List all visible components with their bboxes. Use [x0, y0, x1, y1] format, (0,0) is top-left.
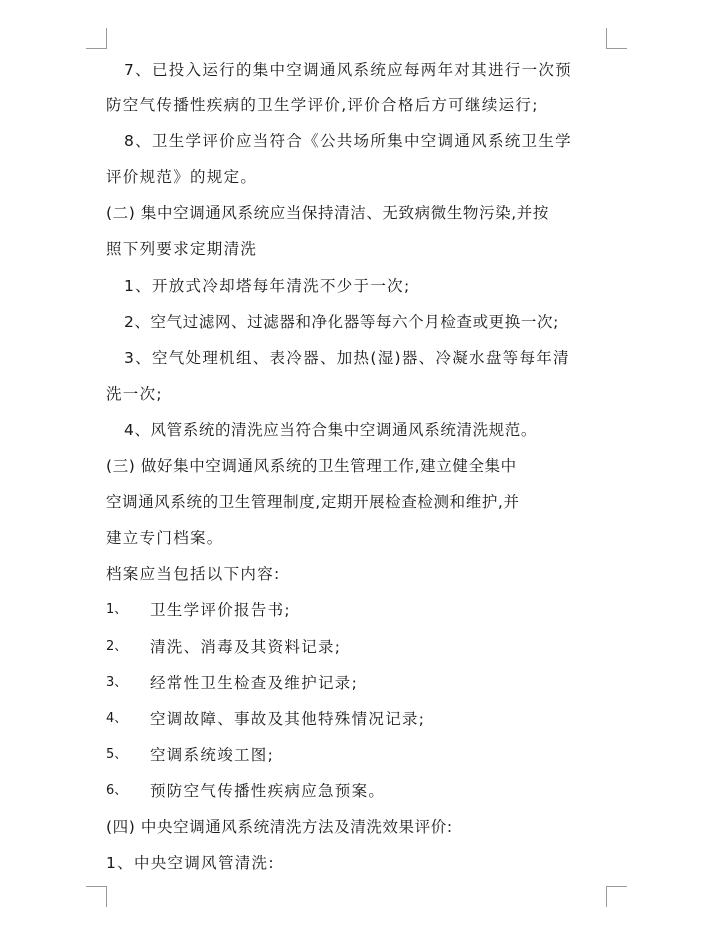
list-item-number: 1、 [106, 602, 128, 617]
paragraph-line: 建立专门档案。 [106, 529, 224, 547]
subheading: 1、中央空调风管清洗: [106, 854, 275, 872]
page-corner-mark-bottom-left [86, 886, 107, 907]
section-heading-2: (二) 集中空调通风系统应当保持清洁、无致病微生物污染,并按 [106, 204, 549, 222]
section-heading-4: (四) 中央空调通风系统清洗方法及清洗效果评价: [106, 818, 453, 836]
list-item-number: 2、 [106, 639, 128, 654]
section-heading-3: (三) 做好集中空调通风系统的卫生管理工作,建立健全集中 [106, 457, 517, 475]
paragraph-line: 洗一次; [106, 385, 163, 403]
paragraph-line: 防空气传播性疾病的卫生学评价,评价合格后方可继续运行; [106, 96, 539, 114]
paragraph-line: 2、空气过滤网、过滤器和净化器等每六个月检查或更换一次; [124, 313, 559, 331]
paragraph-line: 1、开放式冷却塔每年清洗不少于一次; [124, 277, 411, 295]
paragraph-line: 档案应当包括以下内容: [106, 565, 281, 583]
paragraph-line: 4、风管系统的清洗应当符合集中空调通风系统清洗规范。 [124, 421, 537, 439]
list-item-text: 卫生学评价报告书; [150, 601, 291, 619]
list-item-number: 4、 [106, 711, 128, 726]
list-item-number: 6、 [106, 783, 128, 798]
paragraph-line: 8、卫生学评价应当符合《公共场所集中空调通风系统卫生学 [124, 132, 572, 150]
list-item-number: 3、 [106, 675, 128, 690]
list-item-text: 经常性卫生检查及维护记录; [150, 674, 359, 692]
page-corner-mark-bottom-right [606, 886, 627, 907]
list-item-text: 预防空气传播性疾病应急预案。 [150, 782, 386, 800]
paragraph-line: 空调通风系统的卫生管理制度,定期开展检查检测和维护,并 [106, 493, 520, 511]
paragraph-line: 照下列要求定期清洗 [106, 240, 258, 258]
list-item-text: 空调系统竣工图; [150, 746, 275, 764]
page-corner-mark-top-right [606, 28, 627, 49]
list-item-text: 清洗、消毒及其资料记录; [150, 638, 342, 656]
list-item-number: 5、 [106, 747, 128, 762]
paragraph-line: 3、空气处理机组、表冷器、加热(湿)器、冷凝水盘等每年清 [124, 349, 570, 367]
paragraph-line: 7、已投入运行的集中空调通风系统应每两年对其进行一次预 [124, 61, 572, 79]
list-item-text: 空调故障、事故及其他特殊情况记录; [150, 710, 426, 728]
page-corner-mark-top-left [86, 28, 107, 49]
paragraph-line: 评价规范》的规定。 [106, 168, 258, 186]
